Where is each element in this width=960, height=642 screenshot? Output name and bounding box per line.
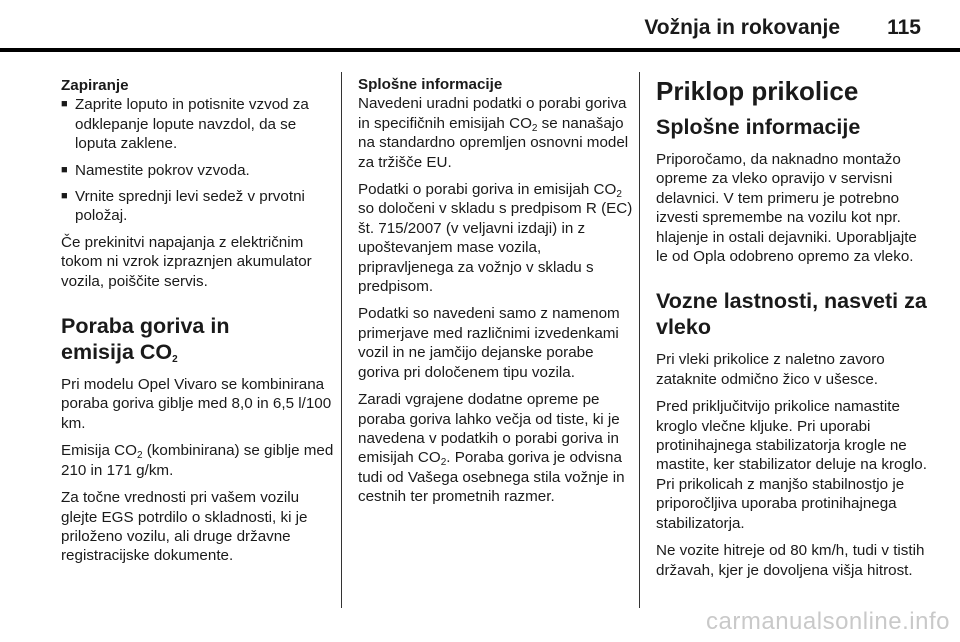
trailer-general-heading: Splošne informacije (656, 115, 861, 139)
page-header (0, 0, 960, 46)
watermark: carmanualsonline.info (706, 608, 950, 635)
regulation-paragraph: Podatki o porabi goriva in emisijah $CO_2$ so določeni v skladu s predpisom R (EC) št. 715/2007 (v veljavni izdaji) in z upoštevanjem mase vozila, pripravljenega za vožnjo v skladu s predpisom. (358, 181, 633, 296)
bullet-square-icon: ■ (61, 98, 68, 111)
bullet-square-icon: ■ (61, 163, 68, 176)
speed-limit-paragraph: Ne vozite hitreje od 80 km/h, tudi v tistih državah, kjer je dovoljena višja hitrost. (656, 542, 925, 579)
emission-paragraph: Emisija $CO_2$ (kombinirana) se giblje med 210 in 171 g/km. (61, 442, 334, 479)
column-divider-1 (341, 72, 342, 608)
ball-grease-paragraph: Pred priključitvijo prikolice namastite kroglo vlečne kljuke. Pri uporabi protinihajnega stabilizatorja krogle ne mastite, ker stabilizator deluje na kroglo. Pri prikolicah z manjšo stabilnostjo je priporočljiva uporaba protinihajnega stabilizatorja. (656, 398, 927, 532)
power-note-paragraph: Če prekinitvi napajanja z električnim tokom ni vzrok izpraznjen akumulator vozila, poiščite servis. (61, 233, 312, 290)
comparison-paragraph: Podatki so navedeni samo z namenom primerjave med različnimi izvedenkami vozil in ne jamčijo dejanske porabe goriva pri določenem tipu vozila. (358, 305, 620, 381)
section-heading-fuel-consumption: Poraba goriva in emisija $CO_2$ (61, 314, 230, 366)
trailer-title: Priklop prikolice (656, 76, 859, 106)
closing-steps-list (61, 95, 336, 225)
header-rule (0, 48, 960, 52)
bullet-square-icon: ■ (61, 190, 68, 203)
certificate-paragraph: Za točne vrednosti pri vašem vozilu glejte EGS potrdilo o skladnosti, ki je priloženo vozilu, ali druge državne registracijske dokumente. (61, 489, 308, 565)
page-number: 115 (887, 16, 921, 39)
driving-tips-heading: Vozne lastnosti, nasveti za vleko (656, 289, 927, 340)
list-item: ■ Vrnite sprednji levi sedež v prvotni položaj. (61, 188, 305, 225)
consumption-paragraph: Pri modelu Opel Vivaro se kombinirana poraba goriva giblje med 8,0 in 6,5 l/100 km. (61, 376, 332, 432)
general-info-heading: Splošne informacije (358, 76, 503, 93)
closing-heading: Zapiranje (61, 77, 129, 94)
column-3 (656, 76, 931, 588)
running-header-title: Vožnja in rokovanje (644, 16, 840, 39)
trailer-general-paragraph: Priporočamo, da naknadno montažo opreme za vleko opravijo v servisni delavnici. V tem primeru je potrebno izvesti spremembe na vozilu kot npr. hlajenje in ostali dejavniki. Uporabljajte le od Opla odobreno opremo za vleko. (656, 151, 917, 266)
column-2 (358, 76, 633, 515)
column-1 (61, 76, 336, 574)
column-divider-2 (639, 72, 640, 608)
brake-cable-paragraph: Pri vleki prikolice z naletno zavoro zataknite odmično žico v ušesce. (656, 351, 885, 388)
list-item: ■ Zaprite loputo in potisnite vzvod za odklepanje lopute navzdol, da se loputa zaklene. (61, 96, 309, 153)
official-data-paragraph: Navedeni uradni podatki o porabi goriva in specifičnih emisijah $CO_2$ se nanašajo na standardno opremljen osnovni model za tržišče EU. (358, 95, 629, 171)
extra-equipment-paragraph: Zaradi vgrajene dodatne opreme pe poraba goriva lahko večja od tiste, ki je navedena v podatkih o porabi goriva in emisijah $CO_2$. Poraba goriva je odvisna tudi od Vašega osebnega stila vožnje in cestnih ter prometnih razmer. (358, 391, 625, 506)
list-item: ■ Namestite pokrov vzvoda. (61, 161, 250, 179)
